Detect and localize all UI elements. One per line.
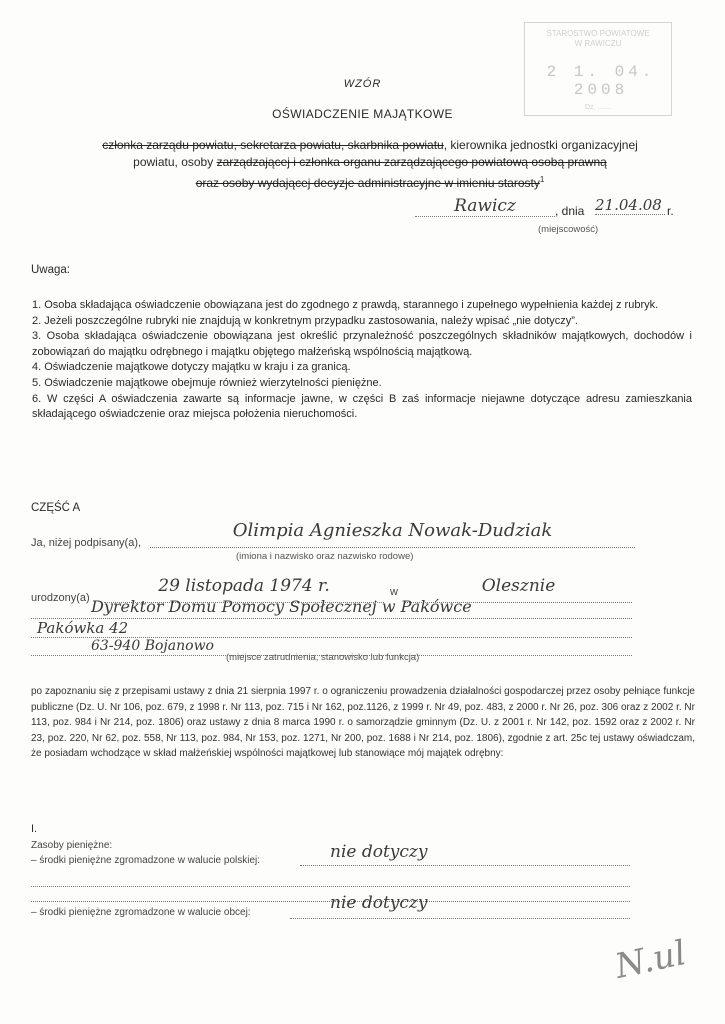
place-date-row	[395, 196, 695, 220]
uwaga-item: 1. Osoba składająca oświadczenie obowiązana jest do zgodnego z prawdą, starannego i zupełnego wypełnienia każdej z rubryk.	[32, 299, 659, 311]
birth-place-field: Olesznie	[405, 576, 632, 603]
birth-date-field: 29 listopada 1974 r.	[104, 576, 384, 603]
r-label: r.	[667, 204, 674, 218]
part-a-heading: CZĘŚĆ A	[31, 502, 81, 514]
received-stamp	[524, 22, 672, 116]
pln-funds-label: – środki pieniężne zgromadzone w walucie polskiej:	[31, 855, 261, 866]
stamp-line-2: W RAWICZU	[574, 39, 622, 48]
dnia-label: , dnia	[555, 204, 585, 218]
ja-label: Ja, niżej podpisany(a),	[31, 537, 142, 549]
date-value: 21.04.08	[595, 196, 665, 215]
template-label: WZÓR	[343, 78, 382, 90]
struck-text-2: zarządzającej i członka organu zarządzającego powiatową osobą prawną	[216, 155, 607, 169]
employment-line-1: Dyrektor Domu Pomocy Społecznej w Pakówce	[31, 597, 632, 619]
intro-line-2	[40, 154, 700, 171]
intro-line-1	[40, 137, 700, 154]
legal-basis-text: po zapoznaniu się z przepisami ustawy z dnia 21 sierpnia 1997 r. o ograniczeniu prowadzenia działalności gospodarczej przez osoby pełniące funkcje publiczne (Dz. U. Nr 106, poz. 679, z 1998 r. Nr 113, poz. 715 i Nr 162, poz.1126, z 1999 r. Nr 49, poz. 483, z 2000 r. Nr 26, poz. 306 oraz z 2002 r. Nr 113, poz. 984 i Nr 214, poz. 1806) oraz ustawy z dnia 8 marca 1990 r. o samorządzie gminnym (Dz. U. z 2001 r. Nr 142, poz. 1592 oraz z 2002 r. Nr 23, poz. 220, Nr 62, poz. 558, Nr 113, poz. 984, Nr 153, poz. 1271, Nr 200, poz. 1688 i Nr 214, poz. 1806), zgodnie z art. 25c tej ustawy oświadczam, że posiadam wchodzące w skład małżeńskiej wspólności majątkowej lub stanowiące mój majątek odrębny:	[31, 686, 695, 760]
stamp-date: 2 1. 04. 2008	[546, 63, 656, 99]
struck-text-1: członka zarządu powiatu, sekretarza powiatu, skarbnika powiatu	[102, 138, 444, 152]
w-label: w	[390, 586, 398, 598]
intro-text-2: powiatu, osoby	[133, 155, 214, 169]
employment-caption: (miejsce zatrudnienia, stanowisko lub funkcja)	[226, 652, 420, 663]
stamp-line-3: Dz. .......	[584, 104, 612, 111]
intro-text-1: , kierownika jednostki organizacyjnej	[443, 138, 638, 152]
struck-text-3: oraz osoby wydającej decyzje administracyjne w imieniu starosty	[195, 176, 540, 190]
initials-signature: N.ul	[611, 933, 690, 987]
uwaga-item: 4. Oświadczenie majątkowe dotyczy majątku w kraju i za granicą.	[32, 361, 351, 374]
section-i-number: I.	[31, 823, 38, 835]
uwaga-item: 2. Jeżeli poszczególne rubryki nie znajdują w konkretnym przypadku zastosowania, należy wpisać „nie dotyczy”.	[32, 314, 578, 327]
uwaga-heading: Uwaga:	[31, 264, 70, 276]
name-caption: (imiona i nazwisko oraz nazwisko rodowe)	[236, 551, 414, 562]
uwaga-item: 5. Oświadczenie majątkowe obejmuje również wierzytelności pieniężne.	[32, 376, 382, 389]
foreign-funds-value: nie dotyczy	[290, 893, 630, 919]
document-title: OŚWIADCZENIE MAJĄTKOWE	[272, 107, 453, 121]
name-field: Olimpia Agnieszka Nowak-Dudziak	[150, 520, 635, 548]
place-value: Rawicz	[415, 196, 555, 217]
blank-dotted-line	[31, 872, 630, 887]
employment-line-2: Pakówka 42	[31, 619, 632, 638]
place-caption: (miejscowość)	[538, 224, 599, 235]
footnote-marker: 1	[539, 175, 545, 184]
employment-line-3: 63-940 Bojanowo	[31, 638, 632, 656]
intro-line-3	[40, 171, 700, 192]
stamp-line-1: STAROSTWO POWIATOWE	[546, 29, 650, 38]
uwaga-item: 3. Osoba składająca oświadczenie obowiązana jest określić przynależność poszczególnych składników majątkowych, dochodów i zobowiązań do majątku odrębnego i majątku objętego małżeńską wspólnością majątkową.	[32, 330, 692, 358]
section-i-heading: Zasoby pieniężne:	[31, 840, 113, 851]
born-label: urodzony(a)	[31, 592, 90, 604]
pln-funds-value: nie dotyczy	[300, 842, 630, 866]
uwaga-list	[32, 298, 692, 423]
uwaga-item: 6. W części A oświadczenia zawarte są informacje jawne, w części B zaś informacje niejawne dotyczące adresu zamieszkania składającego oświadczenie oraz miejsca położenia nieruchomości.	[32, 392, 692, 421]
foreign-funds-label: – środki pieniężne zgromadzone w walucie obcej:	[31, 907, 251, 918]
